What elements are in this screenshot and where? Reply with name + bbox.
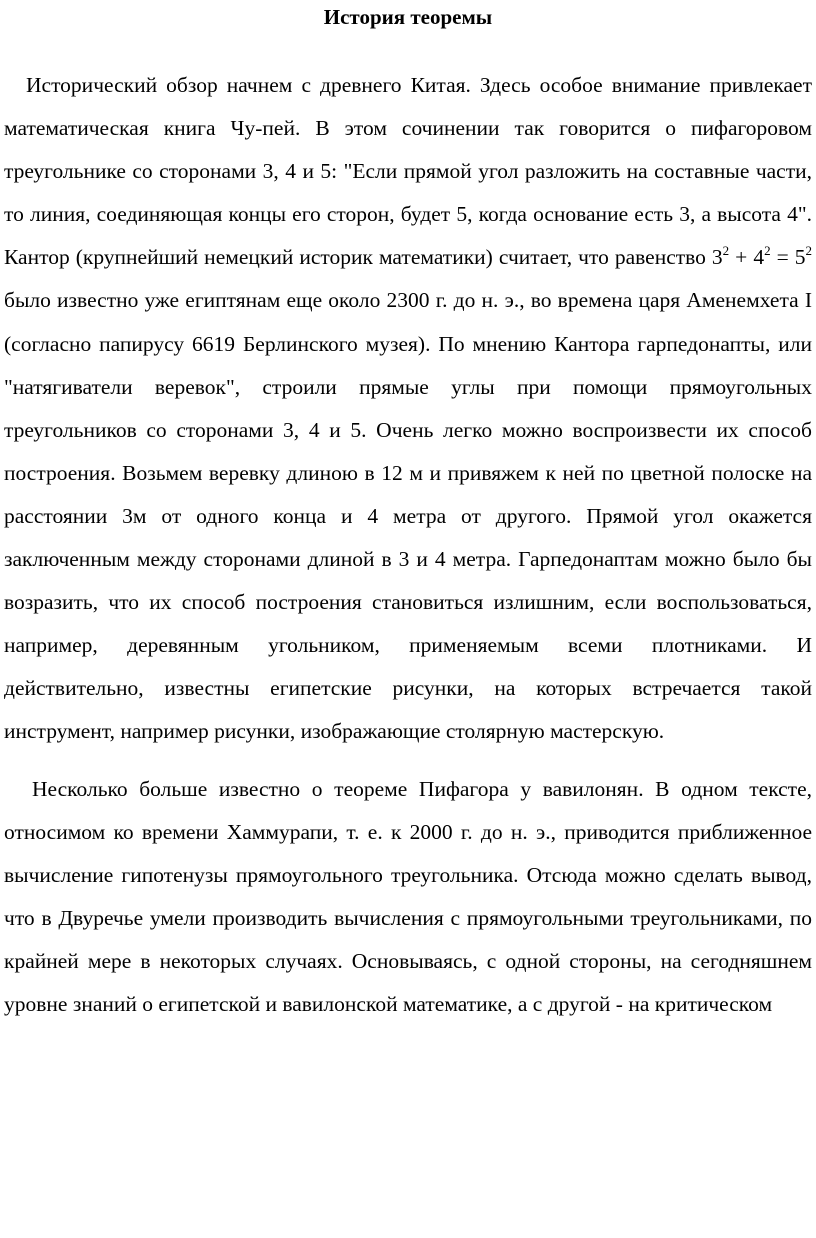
paragraph-text: = 5 xyxy=(770,245,806,270)
exponent: 2 xyxy=(722,243,730,259)
paragraph-china-egypt xyxy=(4,64,812,754)
document-title: История теоремы xyxy=(323,5,493,29)
paragraph-babylon: Несколько больше известно о теореме Пифагора у вавилонян. В одном тексте, относимом ко времени Хаммурапи, т. е. к 2000 г. до н. э., приводится приближенное вычисление гипотенузы прямоугольного треугольника. Отсюда можно сделать вывод, что в Двуречье умели производить вычисления с прямоугольными треугольниками, по крайней мере в некоторых случаях. Основываясь, с одной стороны, на сегодняшнем уровне знаний о египетской и вавилонской математике, а с другой - на критическом xyxy=(4,776,812,1016)
exponent: 2 xyxy=(764,243,771,259)
paragraph-text: было известно уже египтянам еще около 2300 г. до н. э., во времена царя Аменемхета I (согласно папирусу 6619 Берлинского музея). По мнению Кантора гарпедонапты, или "натягиватели веревок", строили прямые углы при помощи прямоугольных треугольников со сторонами 3, 4 и 5. Очень легко можно воспроизвести их способ построения. Возьмем веревку длиною в 12 м и привяжем к ней по цветной полоске на расстоянии 3м от одного конца и 4 метра от другого. Прямой угол окажется заключенным между сторонами длиной в 3 и 4 метра. Гарпедонаптам можно было бы возразить, что их способ построения становиться излишним, если воспользоваться, например, деревянным угольником, применяемым всеми плотниками. И действительно, известны египетские рисунки, на которых встречается такой инструмент, например рисунки, изображающие столярную мастерскую. xyxy=(4,288,812,744)
paragraph-text: Исторический обзор начнем с древнего Китая. Здесь особое внимание привлекает математическая книга Чу-пей. В этом сочинении так говорится о пифагоровом треугольнике со сторонами 3, 4 и 5: "Если прямой угол разложить на составные части, то линия, соединяющая концы его сторон, будет 5, когда основание есть 3, а высота 4". Кантор (крупнейший немецкий историк математики) считает, что равенство 3 xyxy=(4,73,812,270)
paragraph-text: + 4 xyxy=(729,245,765,270)
exponent: 2 xyxy=(805,243,812,259)
